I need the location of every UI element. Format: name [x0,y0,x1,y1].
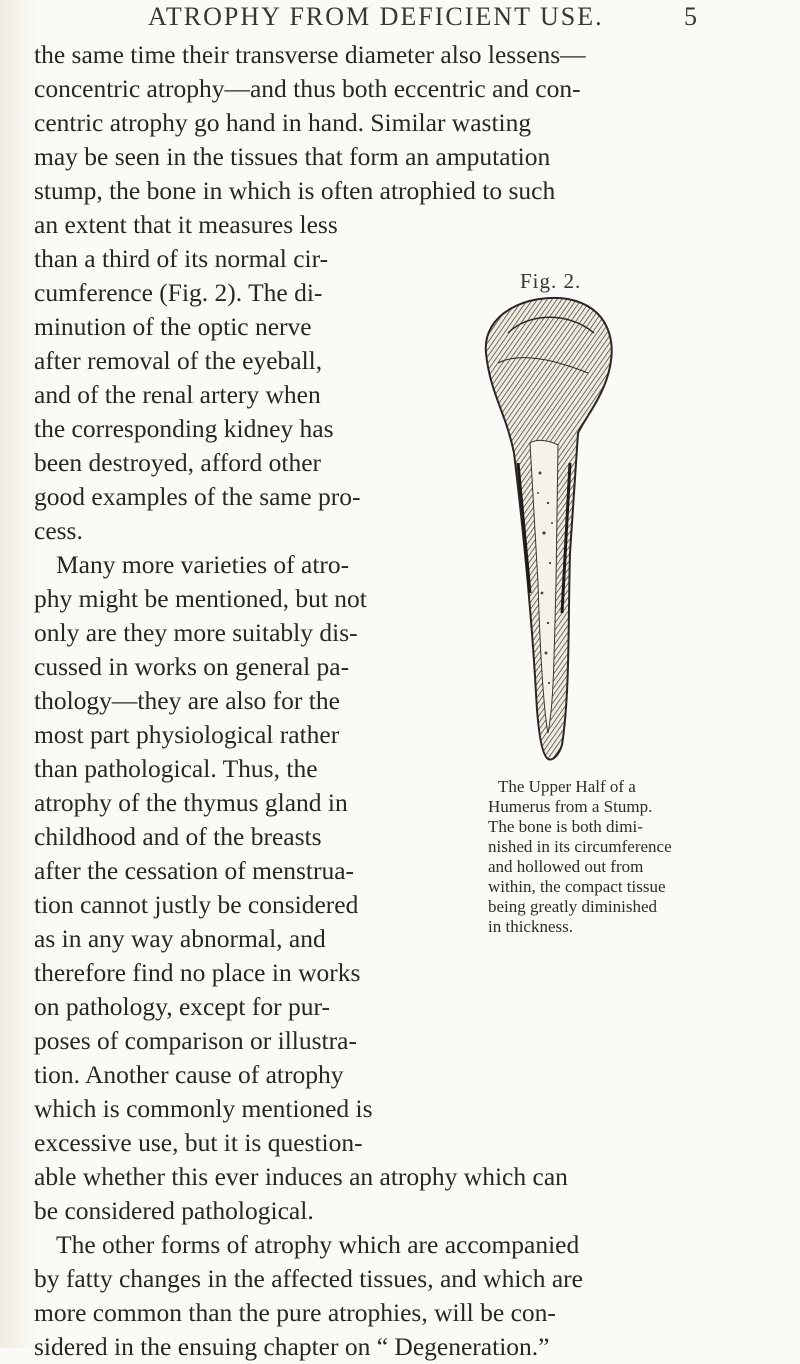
body-line: able whether this ever induces an atrophy which can [34,1162,568,1191]
body-line: childhood and of the breasts [34,822,322,851]
body-line: be considered pathological. [34,1196,314,1225]
body-line: The other forms of atrophy which are accompanied [56,1230,580,1259]
figure-caption-line: and hollowed out from [488,857,644,876]
figure-label: Fig. 2. [520,269,582,293]
body-line: been destroyed, afford other [34,448,321,477]
body-line: concentric atrophy—and thus both eccentric and con- [34,74,581,103]
body-line: tion. Another cause of atrophy [34,1060,344,1089]
body-line: which is commonly mentioned is [34,1094,373,1123]
body-line: excessive use, but it is question- [34,1128,363,1157]
body-line: on pathology, except for pur- [34,992,330,1021]
body-line: Many more varieties of atro- [56,550,350,579]
body-line: thology—they are also for the [34,686,340,715]
running-head: ATROPHY FROM DEFICIENT USE. [148,2,604,31]
body-line: most part physiological rather [34,720,340,749]
humerus-stump-illustration [478,293,618,763]
figure-caption-line: The bone is both dimi- [488,817,643,836]
body-line: sidered in the ensuing chapter on “ Degeneration.” [34,1332,550,1361]
body-line: atrophy of the thymus gland in [34,788,348,817]
body-line: poses of comparison or illustra- [34,1026,357,1055]
body-line: good examples of the same pro- [34,482,361,511]
body-line: more common than the pure atrophies, will be con- [34,1298,556,1327]
body-line: and of the renal artery when [34,380,321,409]
body-line: than pathological. Thus, the [34,754,318,783]
body-line: therefore find no place in works [34,958,361,987]
body-line: minution of the optic nerve [34,312,312,341]
body-line: the same time their transverse diameter also lessens— [34,40,586,69]
body-line: cess. [34,516,83,545]
figure-caption-line: being greatly diminished [488,897,658,916]
body-line: the corresponding kidney has [34,414,334,443]
body-line: than a third of its normal cir- [34,244,329,273]
body-line: cumference (Fig. 2). The di- [34,278,323,307]
figure-caption-line: in thickness. [488,917,573,936]
figure-caption-line: nished in its circumference [488,837,672,856]
body-line: phy might be mentioned, but not [34,584,367,613]
body-line: after the cessation of menstrua- [34,856,355,885]
body-line: cussed in works on general pa- [34,652,350,681]
body-line: by fatty changes in the affected tissues, and which are [34,1264,583,1293]
body-line: only are they more suitably dis- [34,618,358,647]
body-line: centric atrophy go hand in hand. Similar wasting [34,108,532,137]
page-number: 5 [684,2,697,31]
body-line: stump, the bone in which is often atrophied to such [34,176,556,205]
body-line: tion cannot justly be considered [34,890,359,919]
body-line: as in any way abnormal, and [34,924,326,953]
body-line: an extent that it measures less [34,210,338,239]
figure-caption-line: Humerus from a Stump. [488,797,653,816]
figure-caption-line: within, the compact tissue [488,877,666,896]
figure-caption-line: The Upper Half of a [498,777,636,796]
body-line: may be seen in the tissues that form an amputation [34,142,551,171]
body-line: after removal of the eyeball, [34,346,323,375]
